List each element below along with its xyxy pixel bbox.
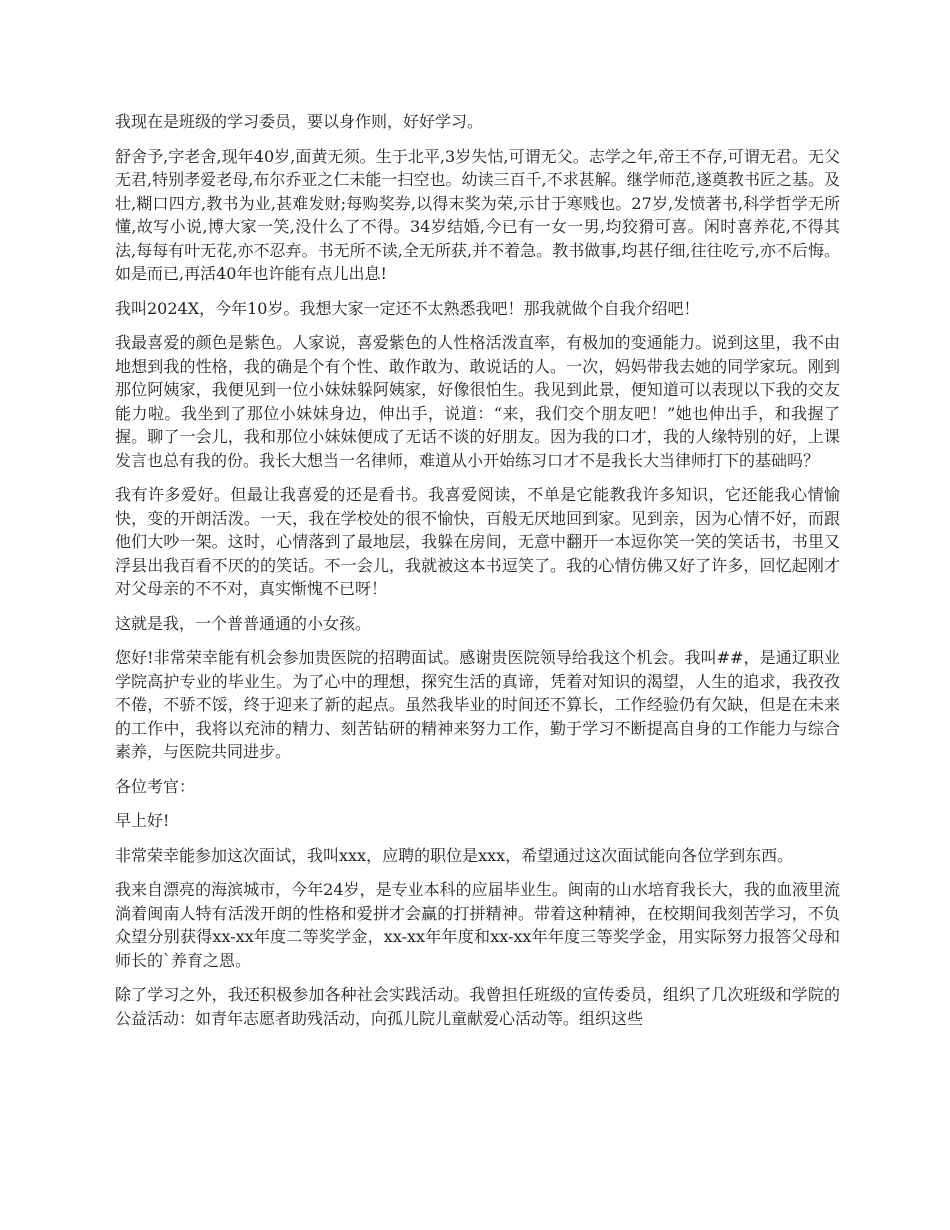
document-body: [115, 110, 840, 1041]
paragraph-hometown-study: 我来自漂亮的海滨城市，今年24岁，是专业本科的应届毕业生。闽南的山水培育我长大，我的血液里流淌着闽南人特有活泼开朗的性格和爱拼才会赢的打拼精神。带着这种精神，在校期间我刻苦学习，不负众望分别获得xx-xx年度二等奖学金，xx-xx年年度和xx-xx年年度三等奖学金，用实际努力报答父母和师长的`养育之恩。: [115, 880, 840, 970]
paragraph-lao-she-self-intro: 舒舍予,字老舍,现年40岁,面黄无须。生于北平,3岁失怙,可谓无父。志学之年,帝王不存,可谓无君。无父无君,特别孝爱老母,布尔乔亚之仁未能一扫空也。幼读三百千,不求甚解。继学师范,遂奠教书匠之基。及壮,糊口四方,教书为业,甚难发财;每购奖券,以得末奖为荣,示甘于寒贱也。27岁,发愤著书,科学哲学无所懂,故写小说,博大家一笑,没什么了不得。34岁结婚,今已有一女一男,均狡猾可喜。闲时喜养花,不得其法,每每有叶无花,亦不忍弃。书无所不读,全无所获,并不着急。教书做事,均甚仔细,往往吃亏,亦不后悔。如是而已,再活40年也许能有点儿出息!: [115, 146, 840, 283]
paragraph-social-activities: 除了学习之外，我还积极参加各种社会实践活动。我曾担任班级的宣传委员，组织了几次班级和学院的公益活动：如青年志愿者助残活动，向孤儿院儿童献爱心活动等。组织这些: [115, 985, 840, 1028]
paragraph-interview-intro: 非常荣幸能参加这次面试，我叫xxx，应聘的职位是xxx，希望通过这次面试能向各位学到东西。: [115, 845, 794, 865]
paragraph-study-committee: 我现在是班级的学习委员，要以身作则，好好学习。: [115, 112, 484, 131]
paragraph-greeting-examiners: 各位考官：: [115, 776, 196, 796]
paragraph-ordinary-girl: 这就是我，一个普普通通的小女孩。: [115, 613, 372, 633]
paragraph-name-age: 我叫2024X，今年10岁。我想大家一定还不太熟悉我吧！那我就做个自我介绍吧！: [115, 298, 700, 318]
paragraph-favorite-color: 我最喜爱的颜色是紫色。人家说，喜爱紫色的人性格活泼直率，有极加的变通能力。说到这里，我不由地想到我的性格，我的确是个有个性、敢作敢为、敢说话的人。一次，妈妈带我去她的同学家玩。刚到那位阿姨家，我便见到一位小妹妹躲阿姨家，好像很怕生。我见到此景，便知道可以表现以下我的交友能力啦。我坐到了那位小妹妹身边，伸出手，说道：“来，我们交个朋友吧！”她也伸出手，和我握了握。聊了一会儿，我和那位小妹妹便成了无话不谈的好朋友。因为我的口才，我的人缘特别的好，上课发言也总有我的份。我长大想当一名律师，难道从小开始练习口才不是我长大当律师打下的基础吗？: [115, 333, 840, 470]
paragraph-good-morning: 早上好!: [115, 811, 170, 830]
paragraph-hobbies: 我有许多爱好。但最让我喜爱的还是看书。我喜爱阅读，不单是它能教我许多知识，它还能我心情愉快，变的开朗活泼。一天，我在学校处的很不愉快，百般无厌地回到家。见到亲，因为心情不好，而跟他们大吵一架。这时，心情落到了最地层，我躲在房间，无意中翻开一本逗你笑一笑的笑话书，书里又浮县出我百看不厌的的笑话。不一会儿，我就被这本书逗笑了。我的心情仿佛又好了许多，回忆起刚才对父母亲的不不对，真实惭愧不已呀！: [115, 485, 840, 598]
paragraph-hospital-interview: 您好!非常荣幸能有机会参加贵医院的招聘面试。感谢贵医院领导给我这个机会。我叫##，是通辽职业学院高护专业的毕业生。为了心中的理想，探究生活的真谛，凭着对知识的渴望，人生的追求，我孜孜不倦，不骄不馁，终于迎来了新的起点。虽然我毕业的时间还不算长，工作经验仍有欠缺，但是在未来的工作中，我将以充沛的精力、刻苦钻研的精神来努力工作，勤于学习不断提高自身的工作能力与综合素养，与医院共同进步。: [115, 648, 840, 761]
